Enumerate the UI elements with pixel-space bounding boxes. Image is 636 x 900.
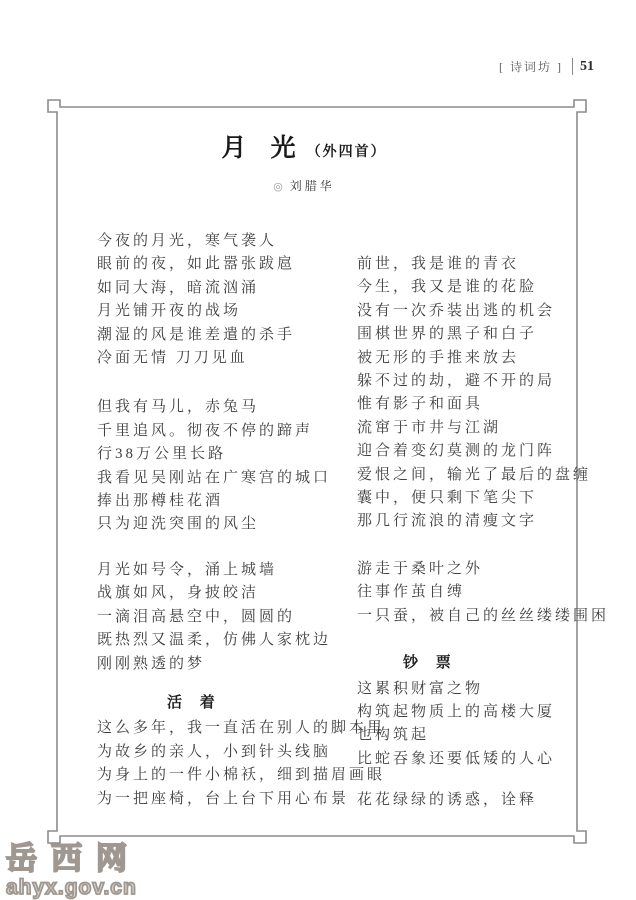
poem-line: 冷面无情 刀刀见血	[97, 350, 248, 367]
poem-title-row	[58, 128, 550, 164]
poem-line: 但我有马儿，赤兔马	[97, 399, 260, 416]
stanza	[357, 558, 610, 628]
poem-line: 今生，我又是谁的花脸	[357, 279, 538, 296]
poem-line: 往事作茧自缚	[357, 584, 466, 601]
poem-line: 构筑起物质上的高楼大厦	[357, 703, 556, 720]
poem-line: 一滴泪高悬空中，圆圆的	[97, 608, 296, 625]
stanza	[357, 253, 592, 534]
author-marker-icon: ◎	[273, 181, 286, 193]
poem-line: 千里追风。彻夜不停的蹄声	[97, 422, 314, 439]
stanza	[357, 789, 587, 812]
watermark-site-name: 岳西网	[6, 841, 141, 876]
poem-line: 为一把座椅，台上台下用心布景	[97, 790, 350, 807]
poem-line: 为身上的一件小棉袄，细到描眉画眼	[97, 767, 386, 784]
poem-line: 迎合着变幻莫测的龙门阵	[357, 443, 556, 460]
poem-line: 眼前的夜，如此嚣张跋扈	[97, 256, 296, 273]
watermark-site-url: ahyx.gov.cn	[6, 876, 137, 899]
poem-line: 那几行流浪的清瘦文字	[357, 513, 538, 530]
poem-line: 捧出那樽桂花酒	[97, 493, 224, 510]
stanza	[357, 678, 587, 772]
poem-line: 躲不过的劫，避不开的局	[357, 373, 556, 390]
poem-line: 今夜的月光，寒气袭人	[97, 233, 278, 249]
poem-line: 战旗如风，身披皎洁	[97, 585, 260, 602]
poem-column-left	[97, 230, 386, 811]
poem-line: 这么多年，我一直活在别人的脚本里	[97, 720, 386, 737]
poem-line: 月光如号令，涌上城墙	[97, 561, 278, 578]
page-number: 51	[580, 58, 594, 74]
poem-line: 既热烈又温柔，仿佛人家枕边	[97, 632, 332, 649]
poem-line: 游走于桑叶之外	[357, 560, 484, 577]
poem-heading-huozhe: 活 着	[167, 694, 222, 711]
poem-line: 为故乡的亲人，小到针头线脑	[97, 743, 332, 760]
poem-line: 比蛇吞象还要低矮的人心	[357, 750, 556, 767]
corner-knot-top-right	[568, 100, 586, 120]
corner-knot-bottom-right	[568, 824, 586, 843]
site-watermark	[6, 843, 141, 898]
title-block	[58, 128, 550, 194]
stanza	[97, 717, 386, 811]
poem-line: 也构筑起	[357, 727, 430, 744]
poem-line: 只为迎洗突围的风尘	[97, 516, 260, 533]
poem-line: 花花绿绿的诱惑，诠释	[357, 792, 538, 809]
poem-line: 我看见吴刚站在广寒宫的城口	[97, 469, 332, 486]
section-label: [ 诗词坊 ]	[499, 60, 563, 74]
corner-knot-top-left	[48, 100, 66, 120]
poem-heading-chaopiao: 钞 票	[403, 655, 458, 672]
poem-line: 被无形的手推来放去	[357, 349, 520, 366]
poem-line: 没有一次乔装出逃的机会	[357, 302, 556, 319]
stanza	[97, 396, 337, 536]
poem-line: 如同大海，暗流汹涌	[97, 279, 260, 296]
author-name: 刘腊华	[289, 179, 335, 193]
poem-line: 潮湿的风是谁差遣的杀手	[97, 326, 296, 343]
poem-line: 月光铺开夜的战场	[97, 303, 242, 320]
poem-title: 月 光	[221, 135, 305, 162]
poem-line: 前世，我是谁的青衣	[357, 256, 520, 272]
poem-title-suffix: （外四首）	[306, 145, 387, 160]
poem-line: 围棋世界的黑子和白子	[357, 326, 538, 343]
poem-line: 这累积财富之物	[357, 680, 484, 697]
poem-line: 一只蚕，被自己的丝丝缕缕围困	[357, 607, 610, 624]
poem-line: 流窜于市井与江湖	[357, 419, 502, 436]
poem-line: 囊中，便只剩下笔尖下	[357, 490, 538, 507]
author-line	[58, 177, 550, 194]
poem-line: 爱恨之间，输光了最后的盘缠	[357, 466, 592, 483]
poem-column-right	[357, 253, 610, 813]
poem-line: 行38万公里长路	[97, 446, 227, 463]
stanza	[97, 230, 337, 370]
poem-line: 刚刚熟透的梦	[97, 655, 206, 672]
poem-line: 惟有影子和面具	[357, 396, 484, 413]
stanza	[97, 559, 337, 676]
